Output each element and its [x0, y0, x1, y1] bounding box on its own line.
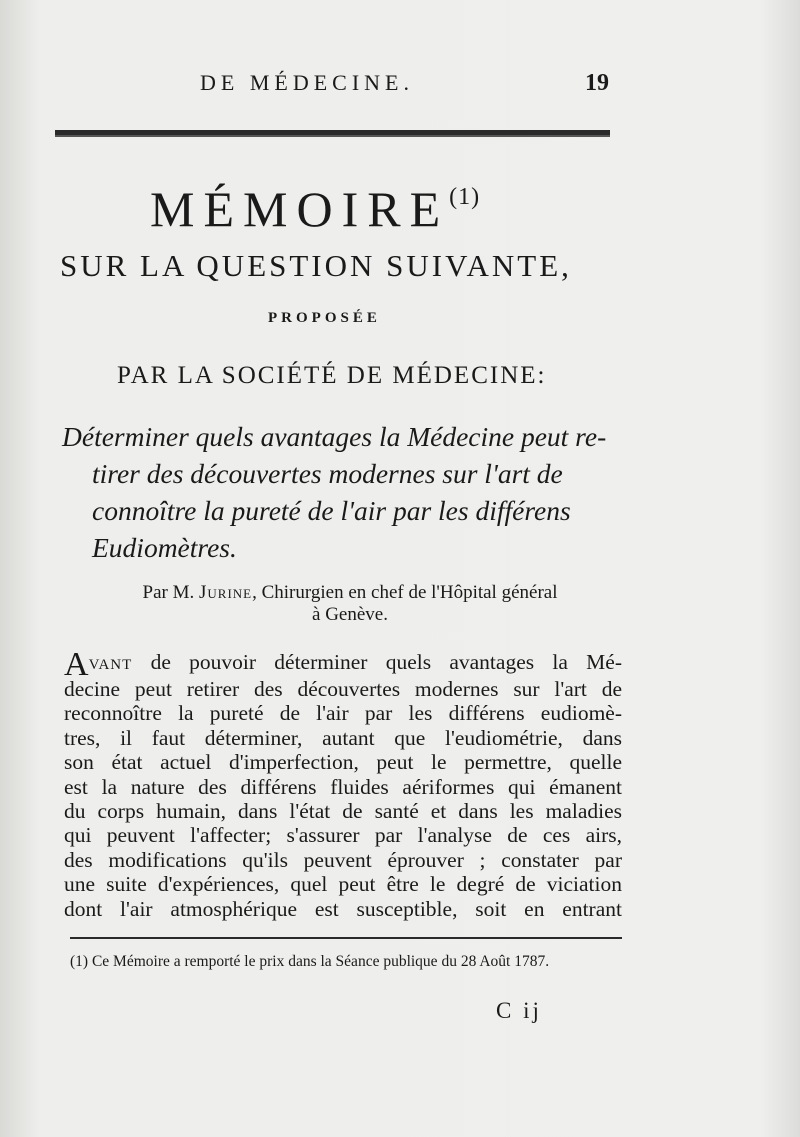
question-line: connoître la pureté de l'air par les différens — [92, 495, 571, 526]
first-word: vant — [88, 650, 133, 674]
author-line — [70, 582, 630, 626]
body-line: dont l'air atmosphérique est susceptible, soit en entrant — [64, 896, 622, 921]
header-rule — [55, 130, 610, 137]
subtitle: SUR LA QUESTION SUIVANTE, — [60, 248, 572, 283]
body-line: decine peut retirer des découvertes modernes sur l'art de — [64, 677, 622, 701]
signature-mark: C ij — [496, 998, 542, 1023]
body-line: son état actuel d'imperfection, peut le permettre, quelle — [64, 750, 622, 775]
body-line: qui peuvent l'affecter; s'assurer par l'analyse de ces airs, — [64, 823, 622, 848]
proposed-label: PROPOSÉE — [268, 310, 381, 326]
page-title — [150, 180, 570, 238]
question-block — [62, 418, 622, 566]
title-text: MÉMOIRE — [150, 181, 450, 237]
question-line: tirer des découvertes modernes sur l'art de — [92, 458, 563, 489]
body-line: du corps humain, dans l'état de santé et dans les maladies — [64, 799, 622, 824]
author-location: à Genève. — [312, 604, 388, 625]
page-number: 19 — [585, 70, 609, 96]
body-line: reconnoître la pureté de l'air par les différens eudiomè- — [64, 701, 622, 726]
body-line: Avant de pouvoir déterminer quels avantages la Mé- — [64, 646, 622, 683]
body-paragraph — [64, 646, 622, 921]
footnote-rule — [70, 937, 622, 939]
author-name: Jurine — [198, 582, 253, 603]
society-line: PAR LA SOCIÉTÉ DE MÉDECINE: — [117, 362, 547, 389]
question-line: Déterminer quels avantages la Médecine peut re- — [62, 421, 607, 452]
body-line: tres, il faut déterminer, autant que l'eudiométrie, dans — [64, 725, 622, 750]
body-line: des modifications qu'ils peuvent éprouver ; constater par — [64, 847, 622, 872]
footnote-marker[interactable]: (1) — [449, 184, 481, 210]
running-head: DE MÉDECINE. — [200, 70, 414, 95]
drop-cap: A — [64, 646, 89, 683]
question-line: Eudiomètres. — [92, 532, 237, 563]
author-prefix: Par M. — [142, 582, 195, 603]
body-line: est la nature des différens fluides aériformes qui émanent — [64, 774, 622, 799]
footnote: (1) Ce Mémoire a remporté le prix dans la Séance publique du 28 Août 1787. — [70, 953, 550, 970]
body-line: une suite d'expériences, quel peut être le degré de viciation — [64, 872, 622, 897]
author-role: , Chirurgien en chef de l'Hôpital général — [252, 582, 558, 603]
